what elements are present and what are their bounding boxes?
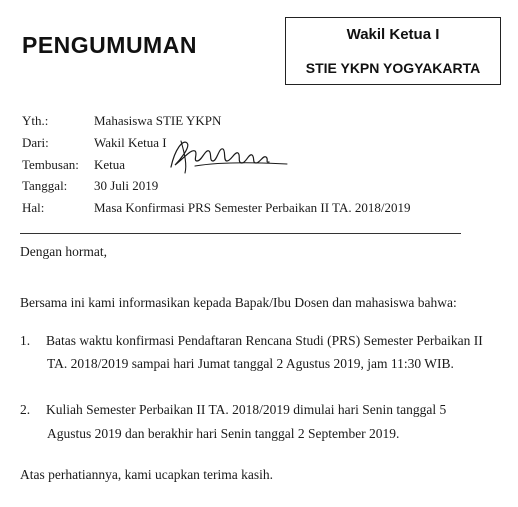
list-item-number: 1. <box>20 333 31 348</box>
list-item-line: Agustus 2019 dan berakhir hari Senin tanggal 2 September 2019. <box>47 426 400 441</box>
meta-value-recipient: Mahasiswa STIE YKPN <box>94 113 222 128</box>
issuer-org: STIE YKPN YOGYAKARTA <box>305 60 481 76</box>
list-item-line: Batas waktu konfirmasi Pendaftaran Rencana Studi (PRS) Semester Perbaikan II <box>46 333 483 348</box>
meta-value-sender: Wakil Ketua I <box>94 135 167 150</box>
greeting: Dengan hormat, <box>20 244 107 259</box>
meta-value-subject: Masa Konfirmasi PRS Semester Perbaikan II TA. 2018/2019 <box>94 200 411 215</box>
meta-label-sender: Dari: <box>22 135 49 150</box>
issuer-box <box>285 17 501 85</box>
list-item-line: Kuliah Semester Perbaikan II TA. 2018/2019 dimulai hari Senin tanggal 5 <box>46 402 447 417</box>
meta-label-cc: Tembusan: <box>22 157 79 172</box>
intro-paragraph: Bersama ini kami informasikan kepada Bapak/Ibu Dosen dan mahasiswa bahwa: <box>20 295 457 310</box>
document-title: PENGUMUMAN <box>22 32 197 58</box>
header-divider <box>20 233 461 234</box>
meta-value-cc: Ketua <box>94 157 126 172</box>
signature-image <box>165 135 290 175</box>
list-item-number: 2. <box>20 402 31 417</box>
meta-value-date: 30 Juli 2019 <box>94 178 159 193</box>
meta-label-recipient: Yth.: <box>22 113 49 128</box>
closing-paragraph: Atas perhatiannya, kami ucapkan terima kasih. <box>20 467 274 482</box>
meta-label-subject: Hal: <box>22 200 45 215</box>
meta-label-date: Tanggal: <box>22 178 68 193</box>
list-item-line: TA. 2018/2019 sampai hari Jumat tanggal 2 Agustus 2019, jam 11:30 WIB. <box>47 356 454 371</box>
issuer-role: Wakil Ketua I <box>346 26 440 43</box>
